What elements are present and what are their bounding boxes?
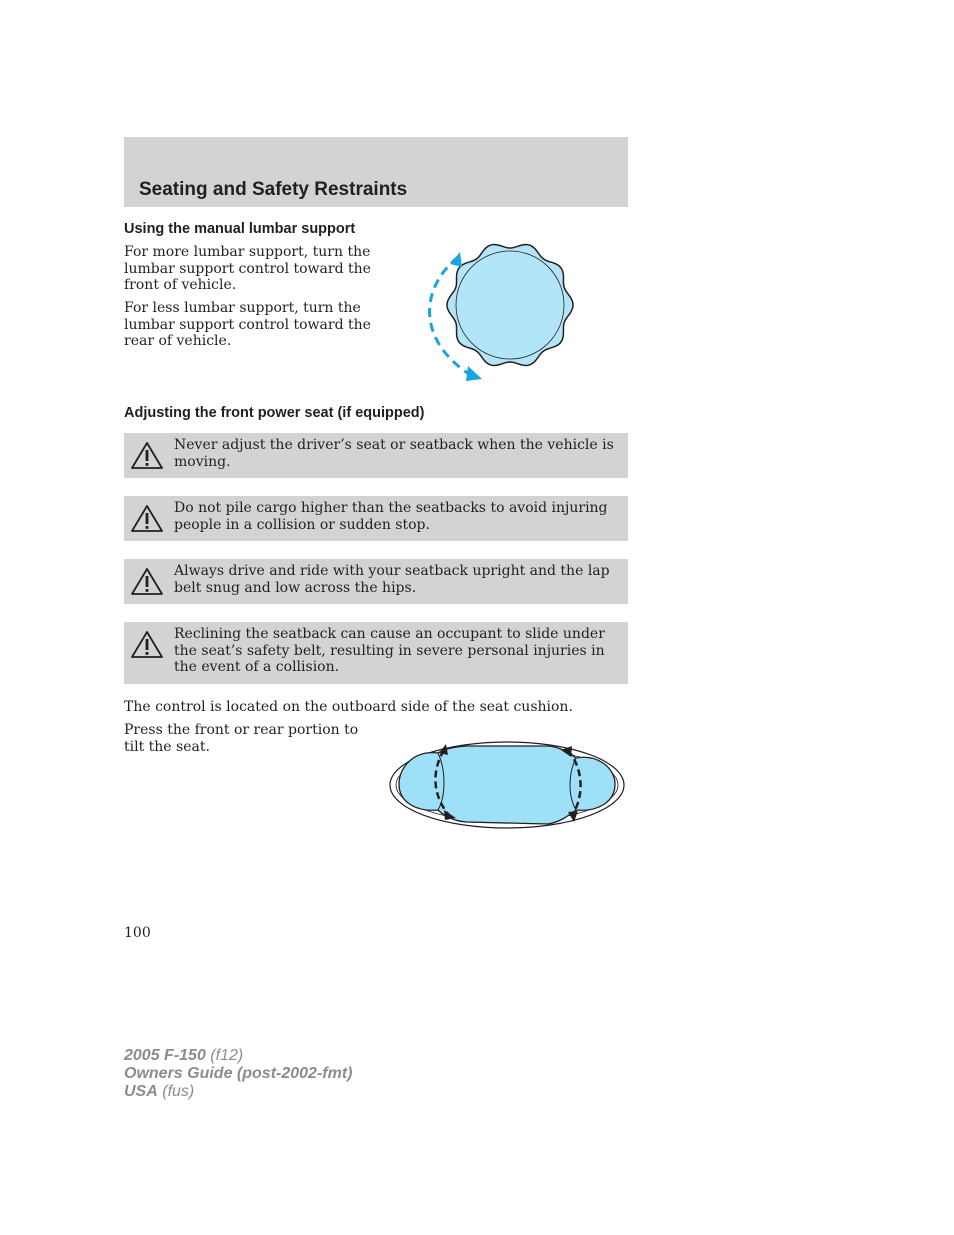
page-number: 100 bbox=[124, 925, 151, 941]
warning-box-4 bbox=[124, 622, 628, 684]
power-seat-control-illustration bbox=[388, 740, 628, 830]
warning-text-1: Never adjust the driver’s seat or seatback when the vehicle is moving. bbox=[174, 437, 614, 470]
warning-text-4: Reclining the seatback can cause an occupant to slide under the seat’s safety belt, resulting in severe personal injuries in the event of a collision. bbox=[174, 626, 605, 675]
power-seat-heading: Adjusting the front power seat (if equipped) bbox=[124, 405, 425, 421]
arrow-head-top bbox=[450, 252, 462, 267]
footer-model-code: (f12) bbox=[210, 1047, 244, 1064]
footer-region-line bbox=[124, 1083, 352, 1101]
footer-region-code: (fus) bbox=[162, 1083, 195, 1100]
warning-text-2: Do not pile cargo higher than the seatbacks to avoid injuring people in a collision or sudden stop. bbox=[174, 500, 608, 533]
warning-triangle-icon bbox=[130, 441, 164, 471]
warning-triangle-icon bbox=[130, 630, 164, 660]
footer-guide: Owners Guide (post-2002-fmt) bbox=[124, 1065, 353, 1082]
lumbar-heading: Using the manual lumbar support bbox=[124, 221, 356, 237]
footer-region: USA bbox=[124, 1083, 158, 1100]
warning-box-1 bbox=[124, 433, 628, 478]
warning-triangle-icon bbox=[130, 504, 164, 534]
warning-text-3: Always drive and ride with your seatback upright and the lap belt snug and low across the hips. bbox=[174, 563, 610, 596]
warning-box-2 bbox=[124, 496, 628, 541]
section-header-band bbox=[124, 137, 628, 207]
document-footer bbox=[124, 1047, 352, 1101]
footer-model-line bbox=[124, 1047, 352, 1065]
arrow-head-bottom bbox=[466, 366, 482, 381]
footer-guide-line bbox=[124, 1065, 352, 1083]
warning-box-3 bbox=[124, 559, 628, 604]
footer-model: 2005 F-150 bbox=[124, 1047, 206, 1064]
tilt-instruction-paragraph: Press the front or rear portion to tilt the seat. bbox=[124, 722, 359, 755]
warning-triangle-icon bbox=[130, 567, 164, 597]
section-title: Seating and Safety Restraints bbox=[139, 179, 408, 200]
knob-outer bbox=[447, 245, 573, 366]
lumbar-knob-illustration bbox=[420, 240, 580, 385]
lumbar-more-paragraph: For more lumbar support, turn the lumbar support control toward the front of vehicle. bbox=[124, 244, 371, 293]
lumbar-less-paragraph: For less lumbar support, turn the lumbar support control toward the rear of vehicle. bbox=[124, 300, 371, 349]
control-location-paragraph: The control is located on the outboard side of the seat cushion. bbox=[124, 699, 573, 715]
